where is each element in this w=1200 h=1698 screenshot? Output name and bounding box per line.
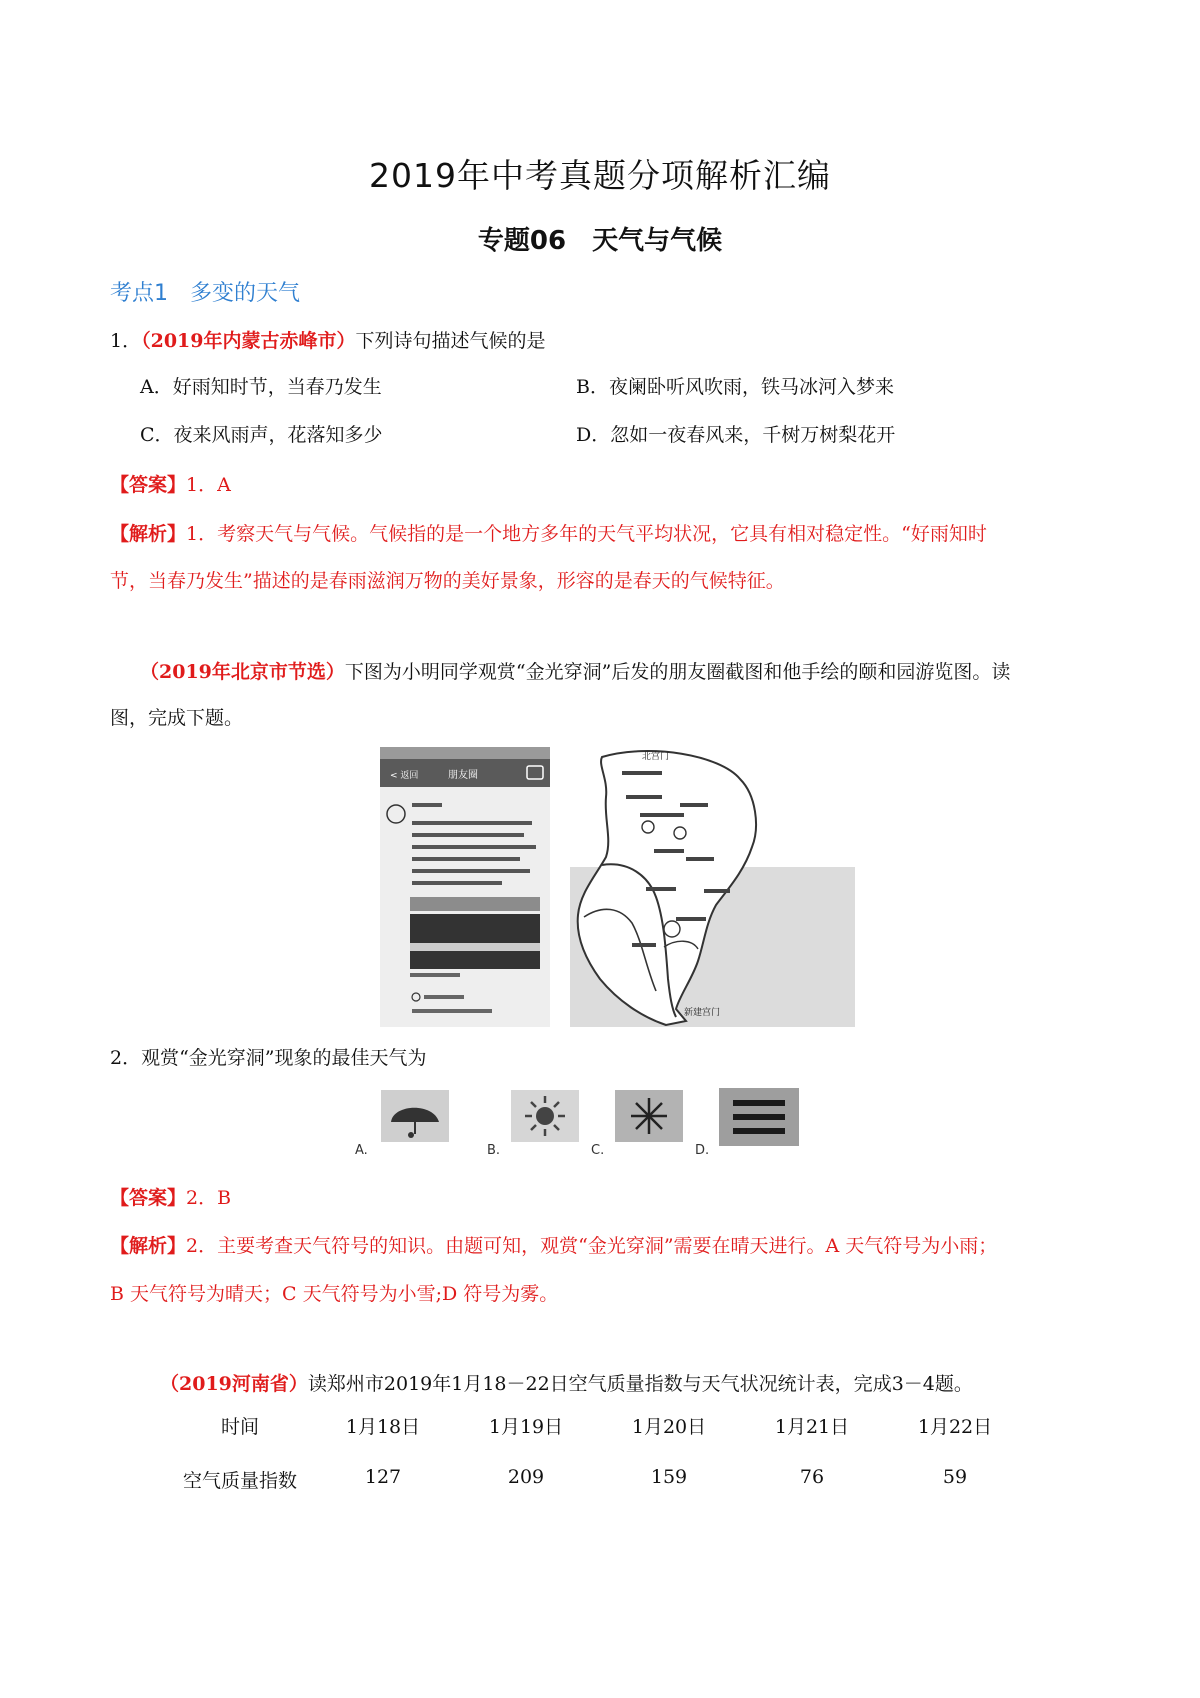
aqi-table xyxy=(0,1410,1200,1520)
aqi-cell: 159 xyxy=(650,1466,688,1488)
question-source: （2019年内蒙古赤峰市） xyxy=(141,330,356,352)
aqi-cell: 59 xyxy=(942,1466,968,1488)
answer-value: 1．A xyxy=(186,474,231,496)
analysis-2-line1 xyxy=(110,1231,1120,1261)
aqi-cell: 209 xyxy=(507,1466,545,1488)
date-cell: 1月22日 xyxy=(917,1416,993,1438)
analysis-2-line2: B 天气符号为晴天；C 天气符号为小雪;D 符号为雾。 xyxy=(110,1283,559,1305)
sunset-photo xyxy=(410,914,540,969)
option-b: B．夜阑卧听风吹雨，铁马冰河入梦来 xyxy=(576,376,894,398)
map-label-north-gate: 北宫门 xyxy=(642,752,670,762)
option-label-a: A. xyxy=(355,1143,368,1158)
analysis-1-line2: 节，当春乃发生”描述的是春雨滋润万物的美好景象，形容的是春天的气候特征。 xyxy=(110,570,785,592)
question-2-intro xyxy=(140,657,1120,687)
aqi-cell: 127 xyxy=(364,1466,402,1488)
analysis-tag: 【解析】 xyxy=(110,523,187,545)
option-label-b: B. xyxy=(487,1143,501,1158)
answer-2 xyxy=(110,1183,231,1213)
fog-icon xyxy=(719,1088,799,1146)
summer-palace-map xyxy=(570,750,855,1027)
phone-header-label: 朋友圈 xyxy=(448,770,478,781)
question-3-4-intro xyxy=(160,1369,1120,1399)
intro-text: 下图为小明同学观赏“金光穿洞”后发的朋友圈截图和他手绘的颐和园游览图。读 xyxy=(344,661,1011,683)
option-a: A．好雨知时节，当春乃发生 xyxy=(140,376,382,398)
answer-tag: 【答案】 xyxy=(110,474,187,496)
question-source: （2019河南省） xyxy=(160,1373,308,1395)
row-label-time: 时间 xyxy=(220,1416,259,1438)
wechat-and-map-figure xyxy=(380,747,855,1027)
document-title: 2019年中考真题分项解析汇编 xyxy=(369,156,831,195)
option-d: D．忽如一夜春风来，千树万树梨花开 xyxy=(576,424,896,446)
date-cell: 1月19日 xyxy=(488,1416,564,1438)
analysis-1-line1 xyxy=(110,519,1110,549)
aqi-cell: 76 xyxy=(799,1466,825,1488)
date-cell: 1月21日 xyxy=(774,1416,850,1438)
analysis-text: 1．考察天气与气候。气候指的是一个地方多年的天气平均状况，它具有相对稳定性。“好雨知时 xyxy=(186,523,987,545)
light-rain-icon xyxy=(381,1090,449,1142)
answer-value: 2．B xyxy=(186,1187,232,1209)
document-subtitle: 专题06 天气与气候 xyxy=(477,226,723,256)
question-2-intro-line2: 图，完成下题。 xyxy=(110,707,244,729)
intro-text: 读郑州市2019年1月18－22日空气质量指数与天气状况统计表，完成3－4题。 xyxy=(307,1373,973,1395)
light-snow-icon xyxy=(615,1090,683,1142)
phone-back-label: < 返回 xyxy=(390,771,419,781)
map-label-south-gate: 新建宫门 xyxy=(684,1008,721,1018)
section-heading: 考点1 多变的天气 xyxy=(110,281,300,306)
answer-tag: 【答案】 xyxy=(110,1187,187,1209)
answer-1 xyxy=(110,470,231,500)
question-number: 1． xyxy=(110,330,142,352)
analysis-tag: 【解析】 xyxy=(110,1235,187,1257)
question-1-stem xyxy=(110,326,546,356)
question-source: （2019年北京市节选） xyxy=(140,661,345,683)
question-2-stem: 2．观赏“金光穿洞”现象的最佳天气为 xyxy=(110,1047,427,1069)
option-label-d: D. xyxy=(695,1143,710,1158)
row-label-aqi: 空气质量指数 xyxy=(182,1470,297,1492)
date-cell: 1月20日 xyxy=(631,1416,707,1438)
weather-symbol-options xyxy=(353,1088,855,1158)
question-text: 下列诗句描述气候的是 xyxy=(355,330,546,352)
option-label-c: C. xyxy=(591,1143,605,1158)
sunny-icon xyxy=(511,1090,579,1142)
option-c: C．夜来风雨声，花落知多少 xyxy=(140,424,383,446)
date-cell: 1月18日 xyxy=(345,1416,421,1438)
phone-screenshot xyxy=(380,747,550,1027)
analysis-text: 2．主要考查天气符号的知识。由题可知，观赏“金光穿洞”需要在晴天进行。A 天气符号为小雨； xyxy=(186,1235,998,1257)
